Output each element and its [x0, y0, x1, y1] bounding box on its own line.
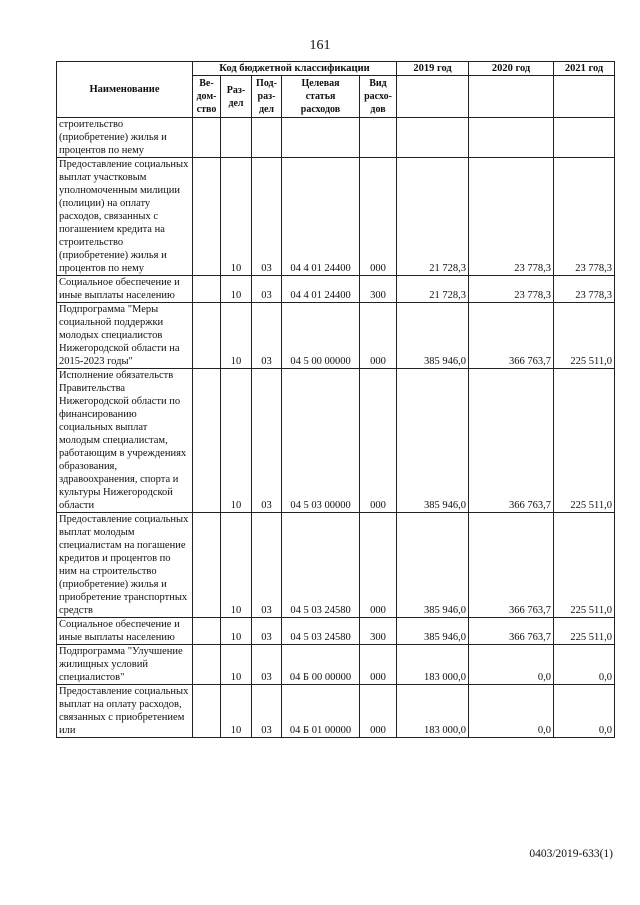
header-expense-type: Вид расхо- дов [360, 76, 397, 118]
row-amount-2019: 385 946,0 [397, 618, 469, 645]
row-target-article: 04 Б 00 00000 [282, 645, 360, 685]
row-target-article [282, 118, 360, 158]
row-vedomstvo [193, 369, 221, 513]
row-expense-type: 000 [360, 369, 397, 513]
row-vedomstvo [193, 645, 221, 685]
row-expense-type: 000 [360, 513, 397, 618]
row-razdel: 10 [221, 303, 252, 369]
table-row [57, 303, 615, 369]
row-podrazdel [252, 118, 282, 158]
row-amount-2019 [397, 118, 469, 158]
table-body [57, 118, 615, 738]
row-name: строительство (приобретение) жилья и процентов по нему [57, 118, 193, 158]
row-podrazdel: 03 [252, 645, 282, 685]
table-header [57, 62, 615, 118]
row-name: Исполнение обязательств Правительства Нижегородской области по финансированию социальных выплат молодым специалистам, работающим в учреждениях образования, здравоохранения, спорта и культуры Нижегородской области [57, 369, 193, 513]
row-amount-2019: 21 728,3 [397, 158, 469, 276]
table-row [57, 158, 615, 276]
header-target-article: Целевая статья расходов [282, 76, 360, 118]
row-vedomstvo [193, 118, 221, 158]
row-vedomstvo [193, 303, 221, 369]
row-target-article: 04 Б 01 00000 [282, 685, 360, 738]
header-2019-blank [397, 76, 469, 118]
row-amount-2021: 0,0 [554, 685, 615, 738]
row-target-article: 04 4 01 24400 [282, 276, 360, 303]
row-razdel: 10 [221, 276, 252, 303]
table-row [57, 369, 615, 513]
header-podrazdel: Под- раз- дел [252, 76, 282, 118]
row-amount-2019: 385 946,0 [397, 303, 469, 369]
row-razdel: 10 [221, 513, 252, 618]
table-row [57, 685, 615, 738]
row-vedomstvo [193, 685, 221, 738]
header-2021-blank [554, 76, 615, 118]
row-amount-2021: 23 778,3 [554, 276, 615, 303]
row-amount-2021: 225 511,0 [554, 369, 615, 513]
header-2020: 2020 год [469, 62, 554, 76]
row-vedomstvo [193, 276, 221, 303]
row-razdel: 10 [221, 618, 252, 645]
row-expense-type: 000 [360, 158, 397, 276]
row-name: Подпрограмма "Улучшение жилищных условий специалистов" [57, 645, 193, 685]
header-razdel: Раз- дел [221, 76, 252, 118]
row-vedomstvo [193, 618, 221, 645]
row-target-article: 04 5 00 00000 [282, 303, 360, 369]
header-name: Наименование [57, 62, 193, 118]
row-podrazdel: 03 [252, 513, 282, 618]
row-name: Социальное обеспечение и иные выплаты населению [57, 276, 193, 303]
row-amount-2020: 366 763,7 [469, 303, 554, 369]
row-amount-2021: 225 511,0 [554, 513, 615, 618]
row-amount-2020 [469, 118, 554, 158]
row-razdel: 10 [221, 158, 252, 276]
row-podrazdel: 03 [252, 303, 282, 369]
row-razdel [221, 118, 252, 158]
table-row [57, 618, 615, 645]
row-podrazdel: 03 [252, 618, 282, 645]
row-expense-type: 000 [360, 303, 397, 369]
budget-table [56, 61, 615, 738]
row-amount-2020: 0,0 [469, 645, 554, 685]
row-amount-2021 [554, 118, 615, 158]
row-name: Подпрограмма "Меры социальной поддержки молодых специалистов Нижегородской области на 2015-2023 годы" [57, 303, 193, 369]
header-2019: 2019 год [397, 62, 469, 76]
row-target-article: 04 5 03 24580 [282, 513, 360, 618]
row-amount-2020: 366 763,7 [469, 618, 554, 645]
row-amount-2019: 385 946,0 [397, 369, 469, 513]
row-podrazdel: 03 [252, 276, 282, 303]
row-amount-2020: 366 763,7 [469, 513, 554, 618]
row-amount-2019: 385 946,0 [397, 513, 469, 618]
table-row [57, 276, 615, 303]
header-classification-group: Код бюджетной классификации [193, 62, 397, 76]
row-target-article: 04 4 01 24400 [282, 158, 360, 276]
row-target-article: 04 5 03 00000 [282, 369, 360, 513]
row-podrazdel: 03 [252, 685, 282, 738]
row-expense-type: 300 [360, 618, 397, 645]
row-amount-2019: 183 000,0 [397, 645, 469, 685]
page-number: 161 [309, 38, 331, 53]
row-podrazdel: 03 [252, 158, 282, 276]
row-amount-2021: 0,0 [554, 645, 615, 685]
row-amount-2019: 21 728,3 [397, 276, 469, 303]
row-target-article: 04 5 03 24580 [282, 618, 360, 645]
row-razdel: 10 [221, 685, 252, 738]
row-name: Предоставление социальных выплат на оплату расходов, связанных с приобретением или [57, 685, 193, 738]
row-amount-2021: 225 511,0 [554, 618, 615, 645]
row-expense-type: 000 [360, 645, 397, 685]
row-razdel: 10 [221, 645, 252, 685]
row-amount-2021: 225 511,0 [554, 303, 615, 369]
document-code: 0403/2019-633(1) [529, 848, 613, 860]
row-vedomstvo [193, 158, 221, 276]
row-amount-2020: 0,0 [469, 685, 554, 738]
row-amount-2019: 183 000,0 [397, 685, 469, 738]
row-podrazdel: 03 [252, 369, 282, 513]
row-amount-2021: 23 778,3 [554, 158, 615, 276]
row-amount-2020: 23 778,3 [469, 276, 554, 303]
row-name: Предоставление социальных выплат молодым специалистам на погашение кредитов и процентов по ним на строительство (приобретение) жилья и приобретение транспортных средств [57, 513, 193, 618]
row-expense-type: 000 [360, 685, 397, 738]
row-name: Социальное обеспечение и иные выплаты населению [57, 618, 193, 645]
header-2020-blank [469, 76, 554, 118]
header-vedomstvo: Ве- дом- ство [193, 76, 221, 118]
row-amount-2020: 366 763,7 [469, 369, 554, 513]
table-row [57, 118, 615, 158]
row-amount-2020: 23 778,3 [469, 158, 554, 276]
table-row [57, 513, 615, 618]
row-name: Предоставление социальных выплат участковым уполномоченным милиции (полиции) на оплату расходов, связанных с погашением кредита на строительство (приобретение) жилья и процентов по нему [57, 158, 193, 276]
header-2021: 2021 год [554, 62, 615, 76]
row-expense-type [360, 118, 397, 158]
row-vedomstvo [193, 513, 221, 618]
row-expense-type: 300 [360, 276, 397, 303]
row-razdel: 10 [221, 369, 252, 513]
table-row [57, 645, 615, 685]
